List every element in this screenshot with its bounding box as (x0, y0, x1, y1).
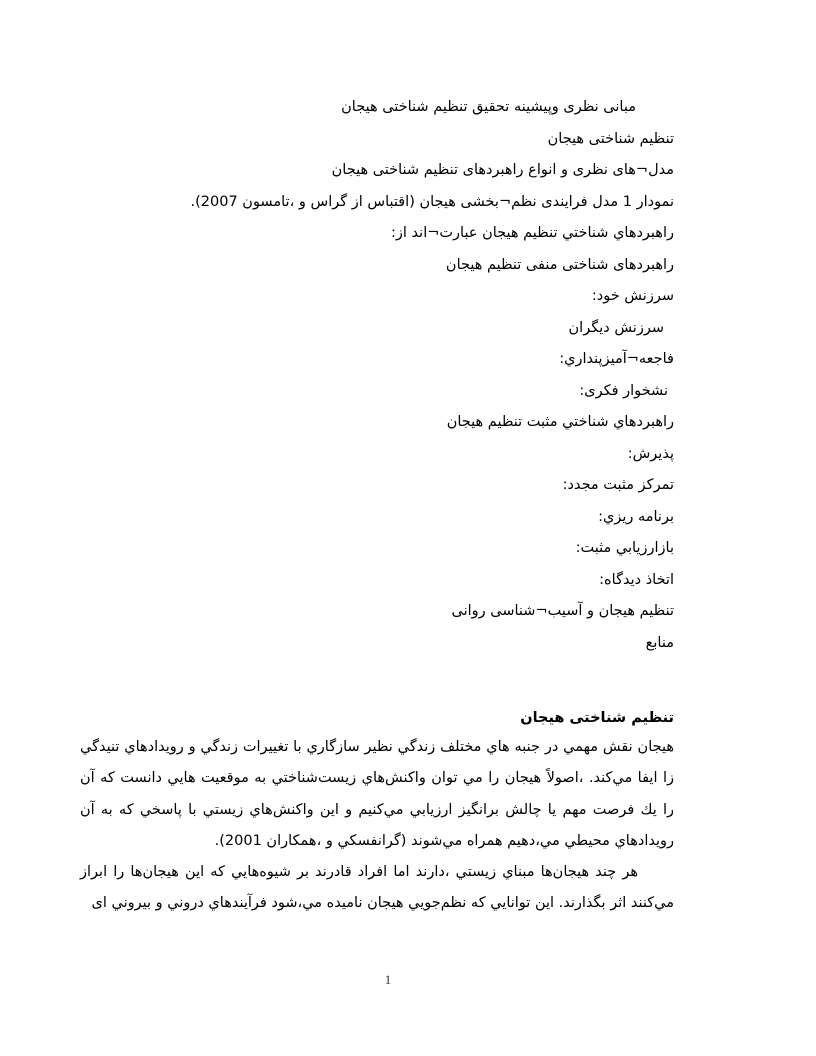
toc-item[interactable]: تمرکز مثبت مجدد: (562, 477, 674, 493)
body-section (80, 704, 674, 920)
toc-item[interactable]: راهبردهاي شناختي مثبت تنظيم هيجان (446, 414, 674, 430)
toc-item[interactable]: راهبردهای شناختی منفی تنظیم هیجان (445, 256, 674, 273)
toc-item[interactable]: سرزنش ديگران (568, 319, 664, 336)
toc-item[interactable]: سرزنش خود: (591, 288, 674, 304)
toc-item[interactable]: فاجعه¬آميزپنداري: (559, 351, 674, 367)
toc-item[interactable]: راهبردهاي شناختي تنظيم هيجان عبارت¬اند از: (391, 225, 674, 241)
toc-title[interactable]: مبانی نظری وپیشینه تحقیق تنظیم شناختی هیجان (341, 99, 636, 115)
toc-item[interactable]: تنظیم شناختی هیجان (547, 130, 674, 147)
toc-item[interactable]: مدل¬های نظری و انواع راهبردهای تنظیم شناختی هیجان (331, 162, 674, 178)
toc-item[interactable]: نمودار 1 مدل فرایندی نظم¬بخشی هیجان (اقتباس از گراس و ،تامسون 2007). (190, 193, 674, 210)
body-paragraph: هر چند هيجان‌ها مبناي زيستي ،دارند اما افراد قادرند بر شيوه‌هايي که اين هيجان‌ها را ابراز مي‌کنند اثر بگذارند. اين توانايي که نظم‌جويي هيجان ناميده مي،شود فرآيندهاي دروني و بيروني ای (80, 864, 674, 912)
body-paragraph: هيجان نقش مهمي در جنبه هاي مختلف زندگي نظير سازگاري با تغييرات زندگي و رويدادهاي تنيدگي زا ايفا مي‌کند. ،اصولاً هيجان را مي توان واکنش‌هاي زيست‌شناختي به موقعيت هايي دانست که آن را يك فرصت مهم يا چالش برانگيز ارزيابي مي‌کنيم و اين واکنش‌هاي زيستي با پاسخي که به آن رويدادهاي محيطي مي،دهيم همراه مي‌شوند (گرانفسكي و ،همكاران 2001). (80, 739, 674, 849)
toc-item[interactable]: بازارزيابي مثبت: (575, 540, 674, 556)
toc-item[interactable]: اتخاذ ديدگاه: (599, 571, 674, 588)
toc-item[interactable]: تنظیم هیجان و آسیب¬شناسی روانی (451, 603, 674, 619)
toc-item[interactable]: پذيرش: (627, 445, 674, 462)
toc-item[interactable]: برنامه ريزي: (598, 508, 674, 525)
page-number: 1 (384, 972, 392, 987)
table-of-contents (114, 92, 674, 659)
toc-item[interactable]: منابع (645, 634, 674, 651)
toc-item[interactable]: نشخوار فکری: (579, 382, 668, 399)
section-heading: تنظیم شناختی هیجان (520, 710, 674, 726)
